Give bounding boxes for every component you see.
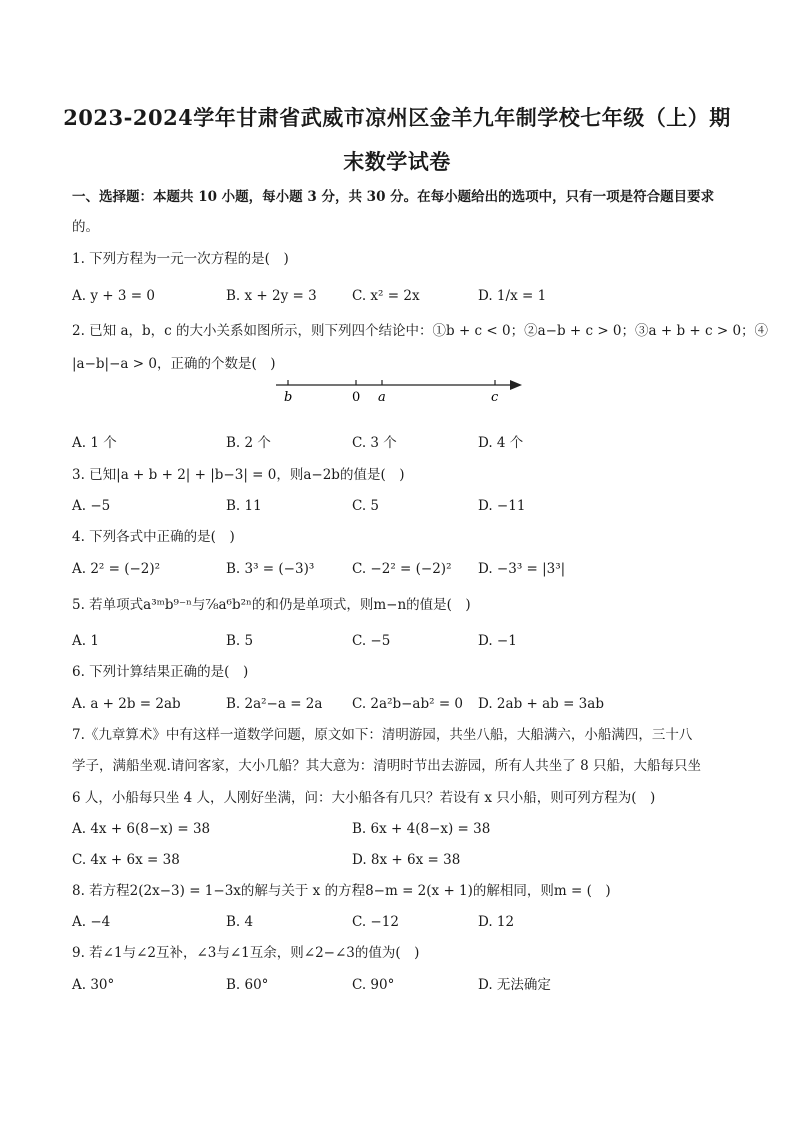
label-a: a — [378, 390, 386, 405]
question-1-option-c: C. x² = 2x — [352, 288, 420, 304]
question-2-option-b: B. 2 个 — [226, 435, 271, 451]
section-heading-line-1: 一、选择题：本题共 10 小题，每小题 3 分，共 30 分。在每小题给出的选项中，只有一项是符合题目要求 — [72, 189, 715, 205]
question-5-option-b: B. 5 — [226, 633, 254, 649]
question-2-option-d: D. 4 个 — [478, 435, 524, 451]
question-3-option-a: A. −5 — [72, 498, 111, 514]
question-5-stem: 5. 若单项式a³ᵐb⁹⁻ⁿ与⁷⁄₈a⁶b²ⁿ的和仍是单项式，则m−n的值是( ) — [72, 597, 471, 613]
section-heading-line-2: 的。 — [72, 219, 99, 235]
question-8-option-c: C. −12 — [352, 914, 399, 930]
question-7-stem-line-2: 学子，满船坐观.请问客家，大小几船？其大意为：清明时节出去游园，所有人共坐了 8 只船，大船每只坐 — [72, 758, 701, 774]
question-1-option-b: B. x + 2y = 3 — [226, 288, 317, 304]
question-6-option-a: A. a + 2b = 2ab — [72, 696, 181, 712]
label-c: c — [491, 390, 499, 405]
question-3-option-d: D. −11 — [478, 498, 526, 514]
question-4-option-b: B. 3³ = (−3)³ — [226, 561, 315, 577]
question-9-stem: 9. 若∠1与∠2互补，∠3与∠1互余，则∠2−∠3的值为( ) — [72, 945, 420, 961]
question-6-option-b: B. 2a²−a = 2a — [226, 696, 323, 712]
title-line-2: 末数学试卷 — [343, 149, 451, 174]
label-zero: 0 — [352, 390, 361, 405]
question-6-option-d: D. 2ab + ab = 3ab — [478, 696, 604, 712]
question-6-stem: 6. 下列计算结果正确的是( ) — [72, 664, 249, 680]
question-9-option-c: C. 90° — [352, 977, 395, 993]
label-b: b — [284, 390, 293, 405]
question-9-option-a: A. 30° — [72, 977, 115, 993]
question-1-option-d: D. 1/x = 1 — [478, 288, 547, 304]
question-9-option-b: B. 60° — [226, 977, 269, 993]
number-line-svg — [270, 372, 530, 406]
question-5-option-d: D. −1 — [478, 633, 517, 649]
title-line-1: 2023-2024学年甘肃省武威市凉州区金羊九年制学校七年级（上）期 — [63, 105, 731, 130]
question-8-option-d: D. 12 — [478, 914, 515, 930]
question-1-stem: 1. 下列方程为一元一次方程的是( ) — [72, 251, 289, 267]
question-5-option-a: A. 1 — [72, 633, 99, 649]
number-line-arrow-icon — [510, 380, 522, 390]
question-9-option-d: D. 无法确定 — [478, 977, 551, 993]
question-2-stem-line-2: |a−b|−a > 0，正确的个数是( ) — [72, 356, 276, 372]
number-line-figure — [270, 372, 530, 410]
question-7-stem-line-1: 7.《九章算术》中有这样一道数学问题，原文如下：清明游园，共坐八船，大船满六，小船满四，三十八 — [72, 727, 693, 743]
question-4-stem: 4. 下列各式中正确的是( ) — [72, 529, 235, 545]
question-8-stem: 8. 若方程2(2x−3) = 1−3x的解与关于 x 的方程8−m = 2(x + 1)的解相同，则m = ( ) — [72, 883, 611, 899]
question-7-option-c: C. 4x + 6x = 38 — [72, 852, 180, 868]
question-2-option-c: C. 3 个 — [352, 435, 397, 451]
question-1-option-a: A. y + 3 = 0 — [72, 288, 155, 304]
question-7-option-a: A. 4x + 6(8−x) = 38 — [72, 821, 211, 837]
question-7-option-d: D. 8x + 6x = 38 — [352, 852, 461, 868]
question-7-option-b: B. 6x + 4(8−x) = 38 — [352, 821, 491, 837]
question-3-option-b: B. 11 — [226, 498, 262, 514]
question-4-option-c: C. −2² = (−2)² — [352, 561, 452, 577]
question-8-option-b: B. 4 — [226, 914, 254, 930]
question-2-option-a: A. 1 个 — [72, 435, 117, 451]
question-4-option-d: D. −3³ = |3³| — [478, 561, 566, 577]
exam-title — [60, 96, 734, 184]
question-4-option-a: A. 2² = (−2)² — [72, 561, 161, 577]
question-6-option-c: C. 2a²b−ab² = 0 — [352, 696, 464, 712]
question-8-option-a: A. −4 — [72, 914, 111, 930]
question-3-option-c: C. 5 — [352, 498, 380, 514]
question-7-stem-line-3: 6 人，小船每只坐 4 人，人刚好坐满，问：大小船各有几只？若设有 x 只小船，则可列方程为( ) — [72, 790, 656, 806]
question-5-option-c: C. −5 — [352, 633, 391, 649]
question-2-stem-line-1: 2. 已知 a，b，c 的大小关系如图所示，则下列四个结论中：①b + c < 0；②a−b + c > 0；③a + b + c > 0；④ — [72, 323, 769, 339]
question-3-stem: 3. 已知|a + b + 2| + |b−3| = 0，则a−2b的值是( ) — [72, 467, 405, 483]
